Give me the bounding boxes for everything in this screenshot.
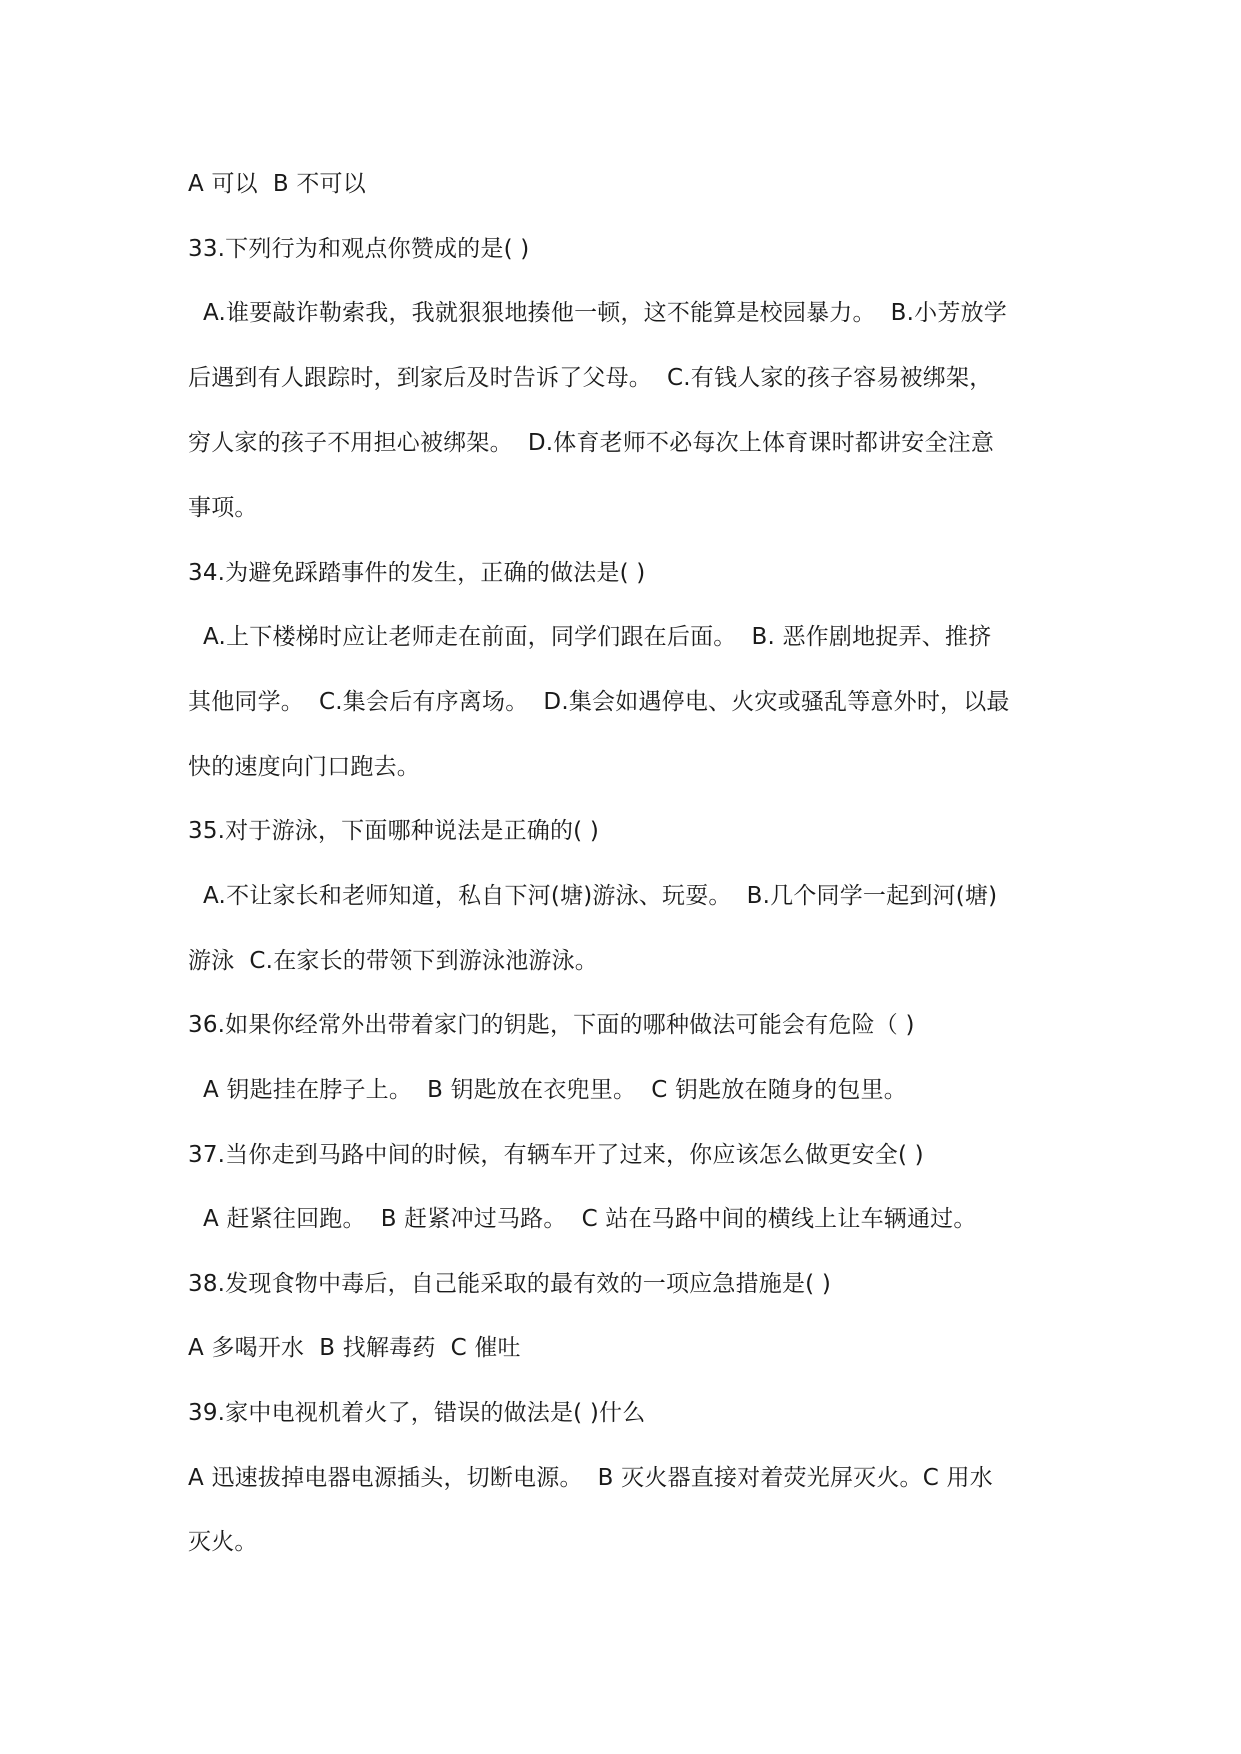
text-line: 穷人家的孩子不用担心被绑架。 D.体育老师不必每次上体育课时都讲安全注意 <box>188 430 995 456</box>
text-line: A 多喝开水 B 找解毒药 C 催吐 <box>188 1335 521 1361</box>
question-38: 38.发现食物中毒后，自己能采取的最有效的一项应急措施是( ) <box>188 1271 832 1297</box>
text-line: 其他同学。 C.集会后有序离场。 D.集会如遇停电、火灾或骚乱等意外时，以最 <box>188 689 1010 715</box>
text-line: A.不让家长和老师知道，私自下河(塘)游泳、玩耍。 B.几个同学一起到河(塘) <box>188 883 998 909</box>
text-line: 后遇到有人跟踪时，到家后及时告诉了父母。 C.有钱人家的孩子容易被绑架， <box>188 365 993 391</box>
text-line: A 钥匙挂在脖子上。 B 钥匙放在衣兜里。 C 钥匙放在随身的包里。 <box>188 1077 907 1103</box>
question-36: 36.如果你经常外出带着家门的钥匙，下面的哪种做法可能会有危险（ ) <box>188 1012 915 1038</box>
text-line: 事项。 <box>188 495 258 521</box>
question-37: 37.当你走到马路中间的时候，有辆车开了过来，你应该怎么做更安全( ) <box>188 1142 924 1168</box>
text-line: 灭火。 <box>188 1529 258 1555</box>
question-34: 34.为避免踩踏事件的发生，正确的做法是( ) <box>188 560 646 586</box>
text-line: 快的速度向门口跑去。 <box>188 754 420 780</box>
text-line: 游泳 C.在家长的带领下到游泳池游泳。 <box>188 948 598 974</box>
text-line: A 迅速拔掉电器电源插头，切断电源。 B 灭火器直接对着荧光屏灭火。C 用水 <box>188 1465 993 1491</box>
text-line: A.上下楼梯时应让老师走在前面，同学们跟在后面。 B. 恶作剧地捉弄、推挤 <box>188 624 992 650</box>
text-line: A.谁要敲诈勒索我，我就狠狠地揍他一顿，这不能算是校园暴力。 B.小芳放学 <box>188 300 1007 326</box>
text-line: A 可以 B 不可以 <box>188 171 366 197</box>
question-39: 39.家中电视机着火了，错误的做法是( )什么 <box>188 1400 646 1426</box>
question-35: 35.对于游泳，下面哪种说法是正确的( ) <box>188 818 600 844</box>
text-line: A 赶紧往回跑。 B 赶紧冲过马路。 C 站在马路中间的横线上让车辆通过。 <box>188 1206 977 1232</box>
question-33: 33.下列行为和观点你赞成的是( ) <box>188 236 530 262</box>
